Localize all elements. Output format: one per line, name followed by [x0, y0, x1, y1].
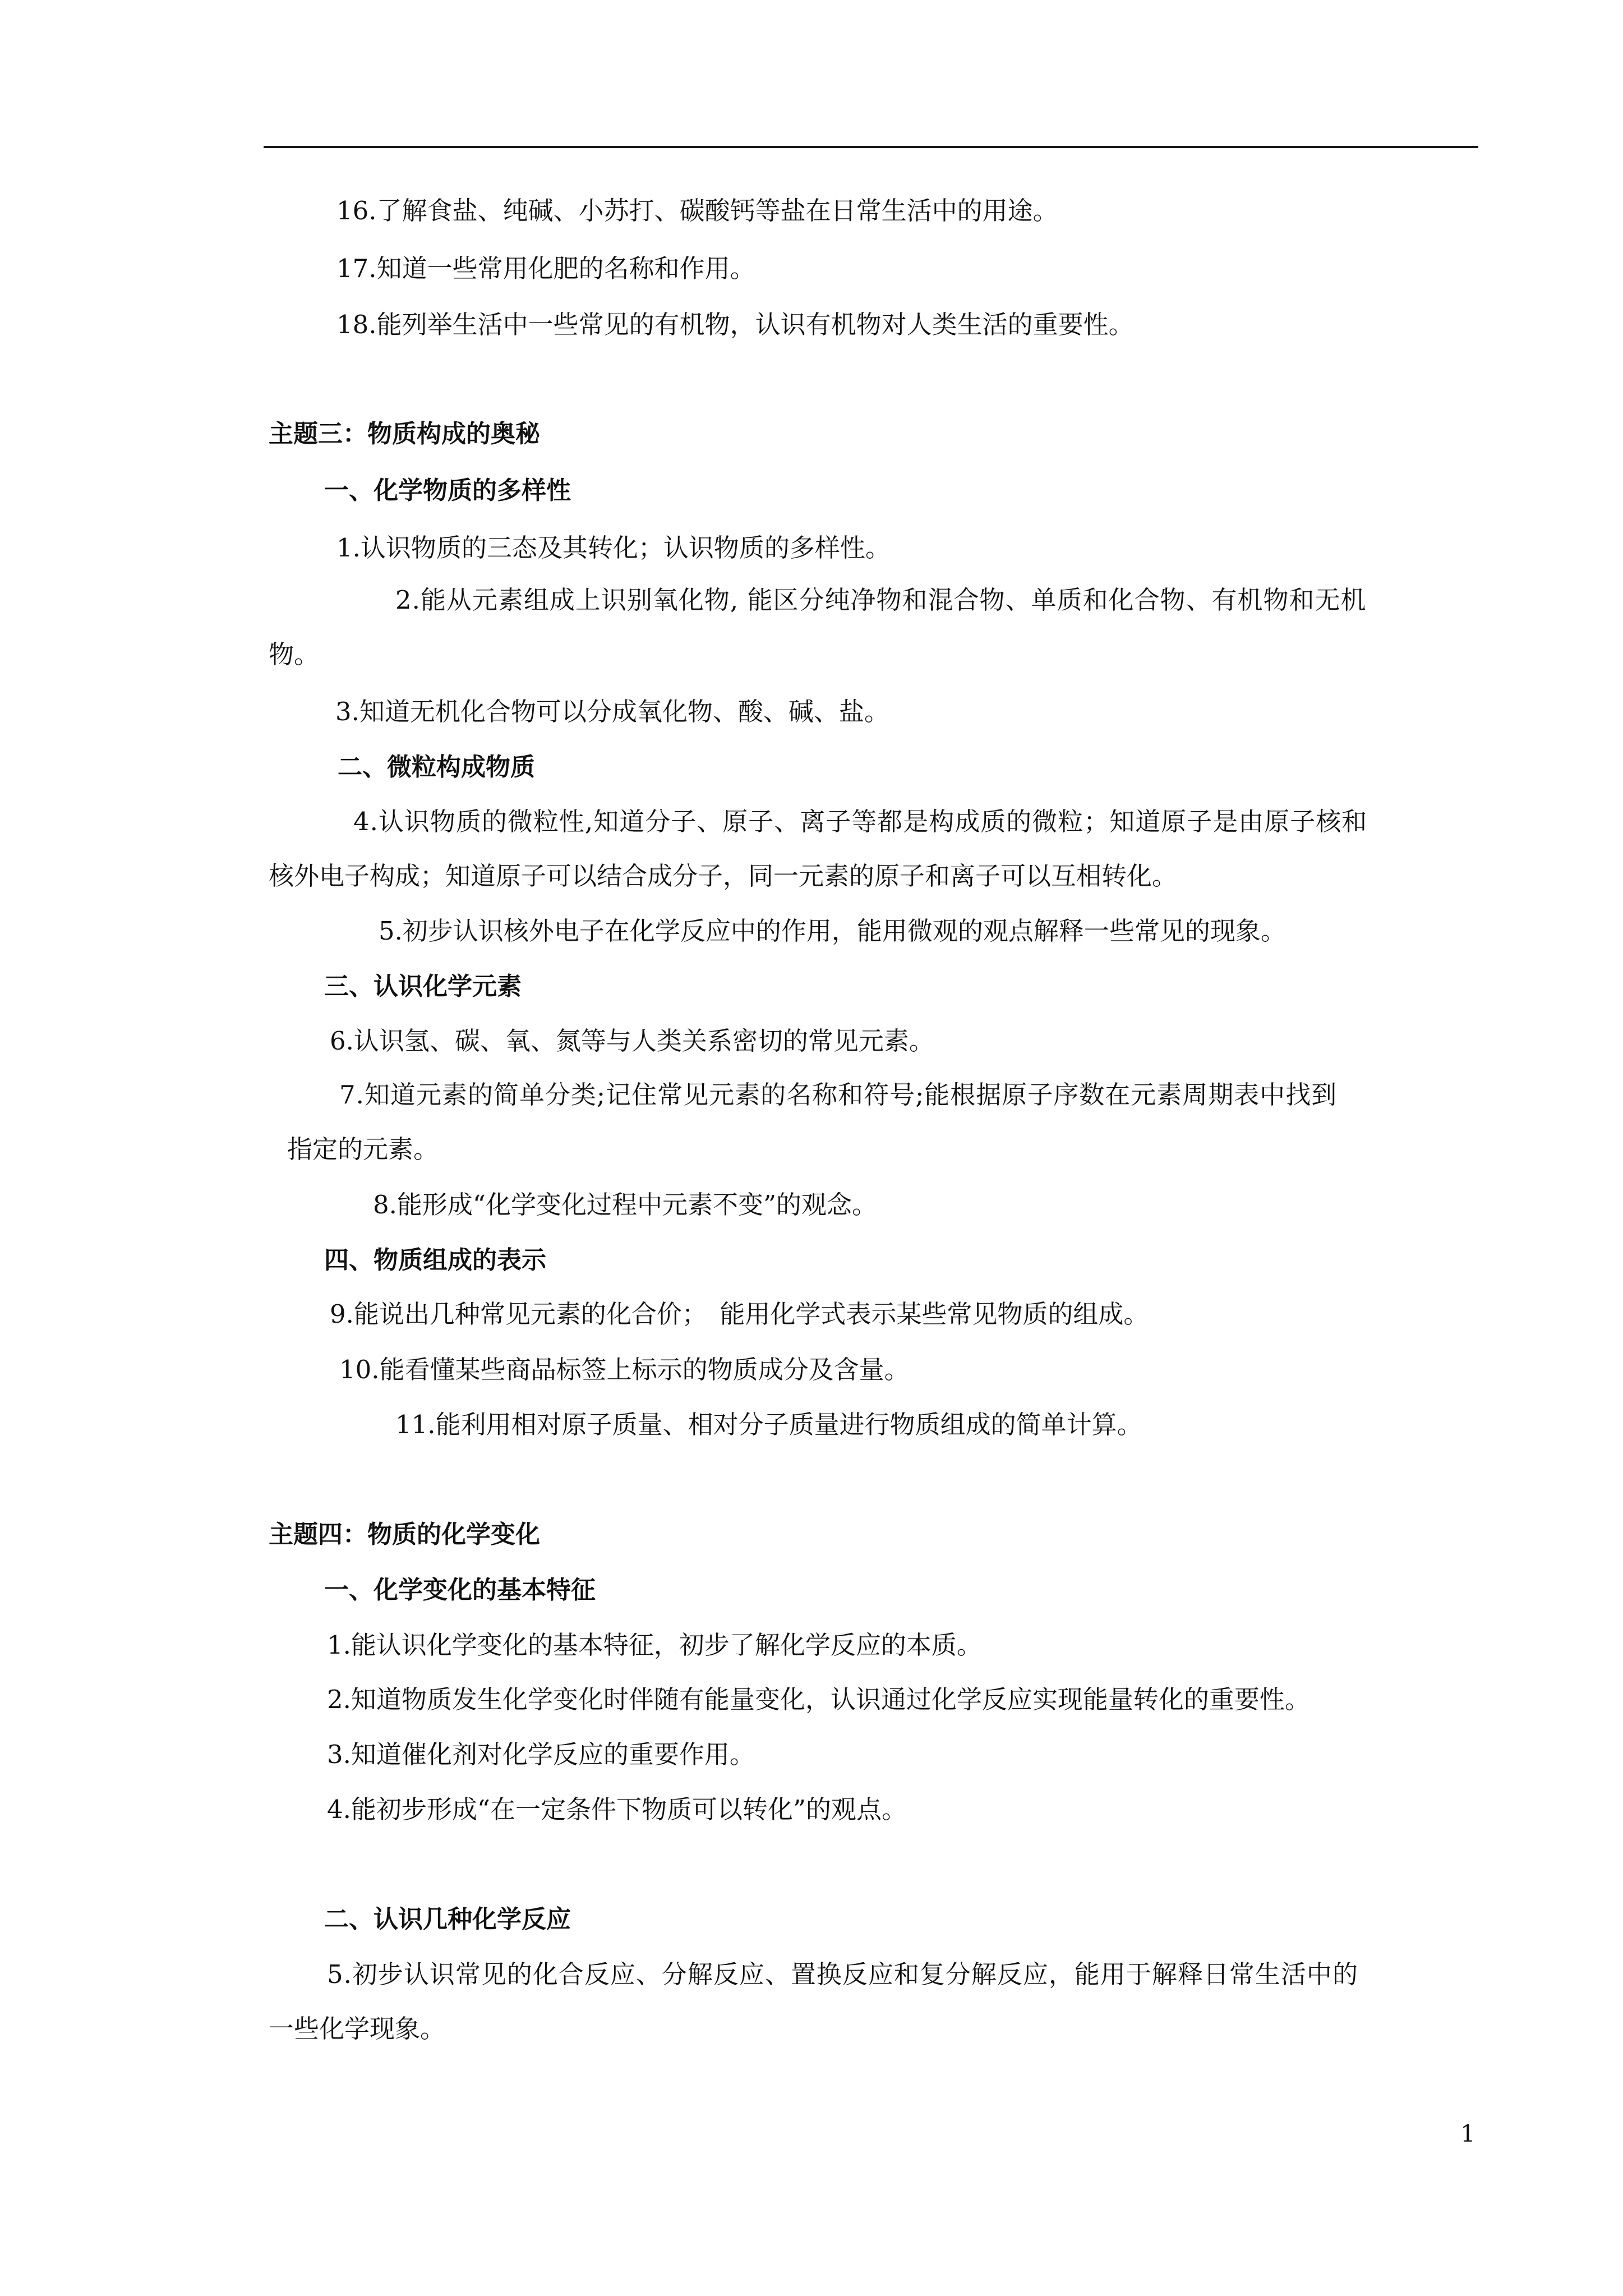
- theme-3-item-2-line-1: 2.能从元素组成上识别氧化物, 能区分纯净物和混合物、单质和化合物、有机物和无机: [395, 585, 1367, 615]
- theme-3-item-11: 11.能利用相对原子质量、相对分子质量进行物质组成的简单计算。: [395, 1410, 1142, 1439]
- intro-item-17: 17.知道一些常用化肥的名称和作用。: [336, 254, 755, 283]
- header-rule: [264, 146, 1478, 148]
- theme-3-item-10: 10.能看懂某些商品标签上标示的物质成分及含量。: [339, 1355, 910, 1384]
- theme-4-section-2-title: 二、认识几种化学反应: [324, 1905, 571, 1934]
- theme-4-item-1: 1.能认识化学变化的基本特征，初步了解化学反应的本质。: [327, 1630, 982, 1660]
- page-number: 1: [1460, 2120, 1476, 2147]
- theme-4-item-5-line-2: 一些化学现象。: [269, 2014, 446, 2044]
- theme-4-item-2: 2.知道物质发生化学变化时伴随有能量变化，认识通过化学反应实现能量转化的重要性。: [327, 1685, 1310, 1714]
- theme-3-section-3-title: 三、认识化学元素: [324, 972, 522, 1001]
- theme-4-item-5-line-1: 5.初步认识常见的化合反应、分解反应、置换反应和复分解反应，能用于解释日常生活中的: [327, 1959, 1358, 1989]
- theme-3-item-5: 5.初步认识核外电子在化学反应中的作用，能用微观的观点解释一些常见的现象。: [379, 916, 1286, 946]
- theme-3-item-7-line-2: 指定的元素。: [287, 1134, 439, 1164]
- theme-3-item-7-line-1: 7.知道元素的简单分类;记住常见元素的名称和符号;能根据原子序数在元素周期表中找到: [339, 1080, 1338, 1110]
- theme-3-section-2-title: 二、微粒构成物质: [338, 753, 535, 781]
- theme-3-item-1: 1.认识物质的三态及其转化；认识物质的多样性。: [336, 533, 891, 563]
- intro-item-18: 18.能列举生活中一些常见的有机物，认识有机物对人类生活的重要性。: [336, 310, 1134, 339]
- theme-4-item-4: 4.能初步形成“在一定条件下物质可以转化”的观点。: [327, 1795, 907, 1824]
- theme-4-item-3: 3.知道催化剂对化学反应的重要作用。: [327, 1740, 755, 1769]
- theme-3-item-9: 9.能说出几种常见元素的化合价； 能用化学式表示某些常见物质的组成。: [330, 1299, 1149, 1329]
- theme-4-section-1-title: 一、化学变化的基本特征: [324, 1576, 596, 1604]
- theme-3-section-4-title: 四、物质组成的表示: [324, 1246, 546, 1274]
- theme-3-title: 主题三：物质构成的奥秘: [269, 420, 540, 448]
- theme-3-item-4-line-1: 4.认识物质的微粒性,知道分子、原子、离子等都是构成质的微粒；知道原子是由原子核和: [353, 807, 1368, 836]
- theme-3-item-8: 8.能形成“化学变化过程中元素不变”的观念。: [373, 1190, 877, 1220]
- intro-item-16: 16.了解食盐、纯碱、小苏打、碳酸钙等盐在日常生活中的用途。: [336, 196, 1058, 226]
- theme-4-title: 主题四：物质的化学变化: [269, 1520, 540, 1549]
- theme-3-item-2-line-2: 物。: [269, 639, 320, 669]
- theme-3-section-1-title: 一、化学物质的多样性: [324, 476, 571, 505]
- theme-3-item-4-line-2: 核外电子构成；知道原子可以结合成分子，同一元素的原子和离子可以互相转化。: [269, 861, 1178, 891]
- theme-3-item-6: 6.认识氢、碳、氧、氮等与人类关系密切的常见元素。: [330, 1026, 934, 1056]
- theme-3-item-3: 3.知道无机化合物可以分成氧化物、酸、碱、盐。: [335, 697, 889, 726]
